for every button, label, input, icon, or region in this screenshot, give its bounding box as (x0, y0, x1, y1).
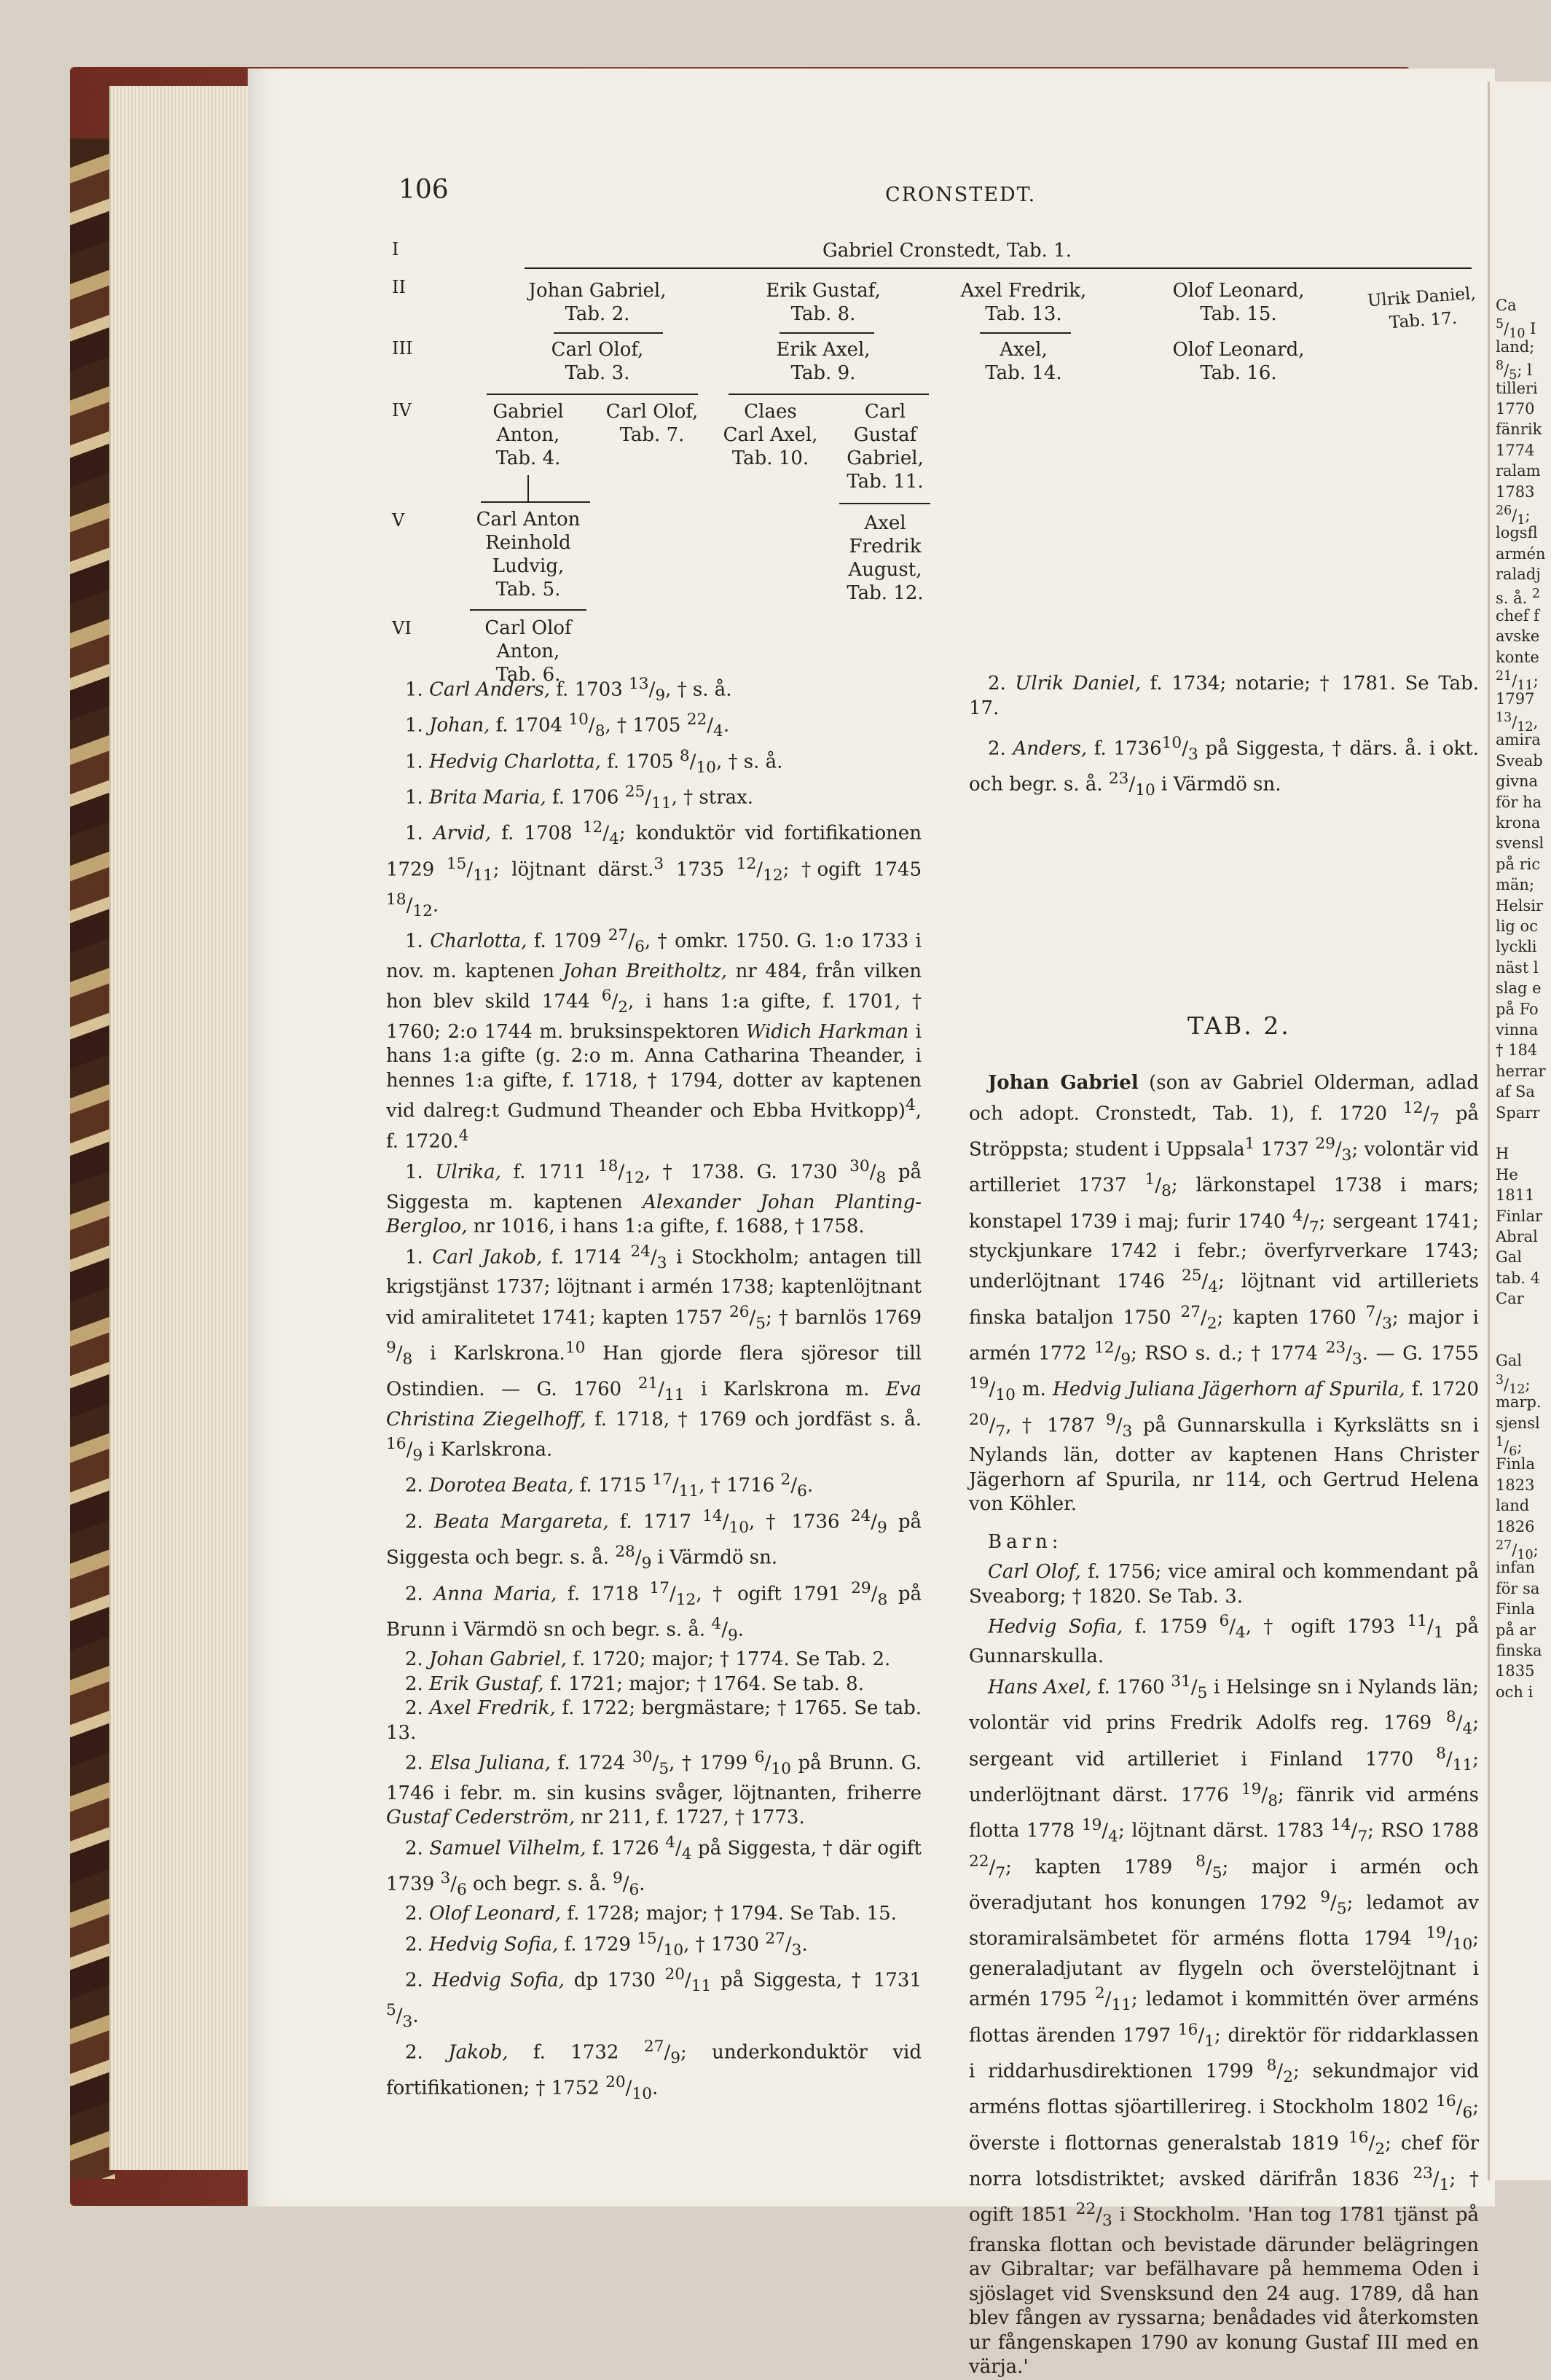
tree-branch-line (554, 332, 663, 334)
text-paragraph: Hans Axel, f. 1760 $^{31}/_5$ i Helsinge sn i Nylands län; volontär vid prins Fredrik Adolfs reg. 1769 $^8/_4$; sergeant vid artilleriet i Finland 1770 $^8/_{11}$; underlöjtnant därst. 1776 $^{19}/_8$; fänrik vid arméns flotta 1778 $^{19}/_4$; löjtnant därst. 1783 $^{14}/_7$; RSO 1788 $^{22}/_7$; kapten 1789 $^8/_5$; major i armén och överadjutant hos konungen 1792 $^9/_5$; ledamot av storamiralsämbetet för arméns flotta 1794 $^{19}/_{10}$; generaladjutant av flygeln och överstelöjtnant i armén 1795 $^2/_{11}$; ledamot i kommittén över arméns flottas ärenden 1797 $^{16}/_1$; direktör för riddarklassen i riddarhusdirektionen 1799 $^8/_2$; sekundmajor vid arméns flottas sjöartillerireg. i Stockholm 1802 $^{16}/_6$; överste i flottornas generalstab 1819 $^{16}/_2$; chef för norra lotsdistriktet; avsked därifrån 1836 $^{23}/_1$; † ogift 1851 $^{22}/_3$ i Stockholm. 'Han tog 1781 tjänst på franska flottan och bevistade därunder belägringen av Gibraltar; var befälhavare på hemmema Oden i sjöslaget vid Svensksund den 24 aug. 1789, då han blev fången av ryssarna; benådades vid återkomsten ur fångenskapen 1790 av konung Gustaf III med en värja.' (969, 1672, 1480, 2379)
adjacent-page-fragment: Gal (1496, 1248, 1523, 1267)
adjacent-page-fragment: He (1496, 1165, 1518, 1183)
adjacent-page-fragment: † 184 (1496, 1041, 1538, 1060)
text-paragraph: 2. Anders, f. $1736^{10}/_3$ på Siggesta, † därs. å. i okt. och begr. s. å. $^{23}/_{10}$ i Värmdö sn. (969, 734, 1479, 800)
text-paragraph: 1. Arvid, f. 1708 $^{12}/_4$; konduktör vid fortifikationen 1729 $^{15}/_{11}$; löjtnant därst.$^3$ 1735 $^{12}/_{12}$; †ogift 1745 $^{18}/_{12}$. (386, 818, 922, 920)
adjacent-page-fragment: lyckli (1496, 938, 1537, 956)
tree-node (736, 338, 911, 385)
tree-node-line: Tab. 8. (790, 303, 856, 325)
text-paragraph: 1. Hedvig Charlotta, f. 1705 $^8/_{10}$, † s. å. (405, 746, 783, 777)
tree-node-line: Tab. 13. (985, 303, 1062, 325)
tree-node (831, 400, 940, 493)
text-paragraph: 2. Samuel Vilhelm, f. 1726 $^4/_4$ på Siggesta, † där ogift 1739 $^3/_6$ och begr. s. å. $^9/_6$. (386, 1833, 922, 1899)
adjacent-page-fragment: fänrik (1496, 420, 1542, 439)
adjacent-page-fragment: armén (1496, 544, 1546, 563)
adjacent-page-fragment: $^{26}/_1$; (1496, 504, 1531, 528)
adjacent-page-fragment: näst l (1496, 958, 1539, 976)
adjacent-page-fragment: Finla (1496, 1600, 1536, 1618)
tree-node-line: Ulrik Daniel, (1367, 283, 1477, 311)
tree-node (474, 400, 583, 470)
tree-node-line: Carl (864, 401, 906, 423)
tree-node-line: Tab. 16. (1200, 362, 1277, 384)
tree-node-line: Gustaf (853, 424, 917, 446)
tree-node-line: Tab. 4. (495, 447, 561, 469)
adjacent-page-fragment: 1811 (1496, 1186, 1535, 1205)
generation-label: VI (392, 618, 412, 638)
tree-node (1144, 279, 1333, 326)
tree-node (736, 279, 911, 326)
tree-node-line: Tab. 14. (985, 362, 1062, 384)
tree-node (940, 279, 1107, 326)
adjacent-page-fragment: 1797 (1496, 689, 1535, 708)
tree-node-line: Axel, (1000, 339, 1048, 361)
text-paragraph: Barn: (988, 1530, 1063, 1553)
tree-node (459, 508, 597, 601)
adjacent-page-fragment: 1770 (1496, 400, 1535, 418)
text-paragraph: 2. Jakob, f. 1732 $^{27}/_9$; underkonduktör vid fortifikationen; † 1752 $^{20}/_{10}$. (386, 2037, 922, 2103)
adjacent-page-fragment: land (1496, 1497, 1530, 1515)
text-paragraph: 2. Olof Leonard, f. 1728; major; † 1794. Se Tab. 15. (405, 1903, 897, 1925)
tree-node (1361, 281, 1484, 336)
tree-node (1144, 338, 1333, 385)
adjacent-page-fragment: Finlar (1496, 1207, 1543, 1225)
generation-label: I (392, 239, 399, 259)
adjacent-page-fragment: avske (1496, 627, 1540, 646)
adjacent-page-fragment: vinna (1496, 1021, 1539, 1038)
adjacent-page-fragment: infan (1496, 1559, 1536, 1577)
right-text-column-top (969, 672, 1479, 803)
adjacent-page-fragment: lig oc (1496, 917, 1538, 935)
tree-node-line: Erik Axel, (776, 339, 871, 361)
tree-node-line: Anton, (496, 641, 560, 662)
adjacent-page-fragment: $^8/_5$; l (1496, 359, 1532, 383)
tree-node-line: Olof Leonard, (1172, 339, 1305, 361)
adjacent-page-fragment: $^5/_{10}$ I (1496, 317, 1536, 342)
adjacent-page-fragment: för sa (1496, 1579, 1540, 1597)
adjacent-page-fragment: marp. (1496, 1393, 1542, 1412)
tree-branch-line (527, 475, 529, 501)
tree-node-line: Axel (864, 512, 906, 534)
tree-node (718, 400, 823, 470)
adjacent-page-fragment: sjensl (1496, 1414, 1540, 1432)
adjacent-page-fragment: Gal (1496, 1352, 1523, 1370)
tree-node-line: Tab. 7. (619, 424, 685, 446)
text-paragraph: 2. Hedvig Sofia, dp 1730 $^{20}/_{11}$ på Siggesta, † 1731 $^5/_3$. (386, 1965, 922, 2032)
tree-node-line: Tab. 11. (847, 471, 924, 493)
tree-branch-line (487, 394, 698, 395)
tree-node (831, 512, 940, 605)
tree-node (510, 338, 685, 385)
adjacent-page-fragment: H (1496, 1145, 1509, 1163)
tree-node-line: Tab. 6. (495, 664, 561, 686)
adjacent-page-fragment: 1826 (1496, 1517, 1535, 1535)
text-paragraph: 1. Johan, f. 1704 $^{10}/_8$, † 1705 $^{22}/_4$. (405, 711, 730, 741)
text-paragraph: 2. Johan Gabriel, f. 1720; major; † 1774. Se Tab. 2. (405, 1648, 891, 1671)
tree-node-line: Tab. 2. (565, 303, 630, 325)
tree-node-line: Tab. 15. (1200, 303, 1277, 325)
text-paragraph: 2. Hedvig Sofia, f. 1729 $^{15}/_{10}$, † 1730 $^{27}/_3$. (405, 1929, 808, 1960)
tree-node-line: Carl Olof, (605, 401, 699, 423)
adjacent-page-fragment: s. å. $^2$ (1496, 586, 1541, 607)
adjacent-page-fragment: Abral (1496, 1228, 1538, 1245)
tree-node-line: Tab. 12. (847, 582, 924, 604)
text-paragraph: 1. Charlotta, f. 1709 $^{27}/_6$, † omkr. 1750. G. 1:o 1733 i nov. m. kaptenen Johan Breitholtz, nr 484, från vilken hon blev skild 1744 $^6/_2$, i hans 1:a gifte, f. 1701, † 1760; 2:o 1744 m. bruksinspektoren Widich Harkman i hans 1:a gifte (g. 2:o m. Anna Catharina Theander, i hennes 1:a gifte, f. 1718, † 1794, dotter av kaptenen vid dalreg:t Gudmund Theander och Ebba Hvitkopp)$^4$, f. 1720.$^4$ (386, 926, 922, 1153)
adjacent-page-fragment: 1783 (1496, 482, 1535, 501)
adjacent-page-fragment: chef f (1496, 607, 1539, 625)
text-paragraph: Johan Gabriel (son av Gabriel Olderman, adlad och adopt. Cronstedt, Tab. 1), f. 1720 $^{12}/_7$ på Ströppsta; student i Uppsala$^1$ 1737 $^{29}/_3$; volontär vid artilleriet 1737 $^1/_8$; lärkonstapel 1738 i mars; konstapel 1739 i maj; furir 1740 $^4/_7$; sergeant 1741; styckjunkare 1742 i febr.; överfyrverkare 1743; underlöjtnant 1746 $^{25}/_4$; löjtnant vid artilleriets finska bataljon 1750 $^{27}/_2$; kapten 1760 $^7/_3$; major i armén 1772 $^{12}/_9$; RSO s. d.; † 1774 $^{23}/_3$. — G. 1755 $^{19}/_{10}$ m. Hedvig Juliana Jägerhorn af Spurila, f. 1720 $^{20}/_7$, † 1787 $^9/_3$ på Gunnarskulla i Kyrkslätts sn i Nylands län, dotter av kaptenen Hans Christer Jägerhorn af Spurila, nr 114, och Gertrud Helena von Köhler. (969, 1072, 1479, 1516)
tree-branch-line (980, 332, 1071, 334)
adjacent-page-fragment: på Fo (1496, 1000, 1539, 1018)
adjacent-page-fragment: Sparr (1496, 1103, 1540, 1122)
tree-node-line: Erik Gustaf, (766, 280, 881, 302)
tree-node-line: Tab. 3. (565, 362, 630, 384)
tree-node-line: Claes (744, 401, 797, 423)
tree-root: Gabriel Cronstedt, Tab. 1. (822, 240, 1072, 262)
tree-node-line: Tab. 10. (731, 447, 809, 469)
adjacent-page-fragment: $^{13}/_{12}$, (1496, 711, 1539, 735)
adjacent-page-fragment: amira (1496, 731, 1541, 749)
tree-node-line: Carl Anton (476, 509, 581, 531)
generation-label: V (392, 510, 405, 531)
tree-branch-line (780, 332, 874, 334)
adjacent-page-fragment: finska (1496, 1642, 1542, 1659)
page-number: 106 (398, 175, 449, 205)
adjacent-page-fragment: Car (1496, 1290, 1524, 1308)
tree-branch-line (470, 609, 586, 611)
text-paragraph: 1. Ulrika, f. 1711 $^{18}/_{12}$, † 1738. G. 1730 $^{30}/_8$ på Siggesta m. kaptenen Alexander Johan Planting-Bergloo, nr 1016, i hans 1:a gifte, f. 1688, † 1758. (386, 1157, 922, 1238)
tree-branch-line (839, 503, 930, 504)
text-paragraph: 1. Carl Jakob, f. 1714 $^{24}/_3$ i Stockholm; antagen till krigstjänst 1737; löjtnant i armén 1738; kaptenlöjtnant vid amiralitetet 1741; kapten 1757 $^{26}/_5$; † barnlös 1769 $^9/_8$ i Karlskrona.$^{10}$ Han gjorde flera sjöresor till Ostindien. — G. 1760 $^{21}/_{11}$ i Karlskrona m. Eva Christina Ziegelhoff, f. 1718, † 1769 och jordfäst s. å. $^{16}/_9$ i Karlskrona. (386, 1242, 922, 1465)
adjacent-page-fragment: af Sa (1496, 1083, 1535, 1101)
adjacent-page-fragment: och i (1496, 1683, 1534, 1701)
page-edges (109, 86, 249, 2170)
adjacent-page-fragment: 1835 (1496, 1662, 1535, 1680)
tree-node-line: August, (848, 559, 922, 581)
text-paragraph: 2. Dorotea Beata, f. 1715 $^{17}/_{11}$, † 1716 $^2/_6$. (405, 1471, 814, 1501)
tree-branch-line (729, 394, 929, 395)
adjacent-page-fragment: tilleri (1496, 379, 1538, 397)
adjacent-page-fragment: slag e (1496, 979, 1542, 998)
tree-node-line: Anton, (496, 424, 560, 446)
text-paragraph: 1. Brita Maria, f. 1706 $^{25}/_{11}$, † strax. (405, 783, 754, 813)
adjacent-page (1488, 82, 1551, 2180)
tree-node-line: Ludvig, (492, 555, 565, 577)
generation-label: II (392, 277, 406, 297)
text-paragraph: 2. Axel Fredrik, f. 1722; bergmästare; † 1765. Se tab. 13. (386, 1697, 922, 1744)
tree-node-line: Tab. 9. (790, 362, 856, 384)
tree-node (940, 338, 1107, 385)
text-paragraph: Carl Olof, f. 1756; vice amiral och kommendant på Sveaborg; † 1820. Se Tab. 3. (969, 1561, 1479, 1608)
text-paragraph: Hedvig Sofia, f. 1759 $^6/_4$, † ogift 1793 $^{11}/_1$ på Gunnarskulla. (969, 1612, 1479, 1668)
adjacent-page-fragment: krona (1496, 814, 1541, 831)
tree-node-line: Carl Olof (484, 617, 572, 639)
tree-node-line: Tab. 17. (1389, 308, 1458, 333)
adjacent-page-fragment: raladj (1496, 565, 1541, 584)
generation-label: IV (392, 400, 412, 420)
adjacent-page-fragment: män; (1496, 876, 1535, 894)
adjacent-page-fragment: Ca (1496, 297, 1517, 314)
text-paragraph: 2. Elsa Juliana, f. 1724 $^{30}/_5$, † 1799 $^6/_{10}$ på Brunn. G. 1746 i febr. m. sin kusins svåger, löjtnanten, friherre Gustaf Cederström, nr 211, f. 1727, † 1773. (386, 1748, 922, 1829)
adjacent-page-fragment: på ar (1496, 1621, 1536, 1639)
adjacent-page-fragment: herrar (1496, 1062, 1546, 1080)
adjacent-page-fragment: 1823 (1496, 1476, 1535, 1494)
adjacent-page-fragment: Finla (1496, 1455, 1536, 1473)
tree-node-line: Carl Olof, (551, 339, 644, 361)
adjacent-page-fragment: ralam (1496, 462, 1541, 480)
marbled-edge (70, 138, 115, 2179)
adjacent-page-fragment: svensl (1496, 834, 1544, 853)
adjacent-page-fragment: logsfl (1496, 524, 1538, 542)
table-heading: TAB. 2. (1187, 1011, 1291, 1040)
tree-node-line: Johan Gabriel, (528, 280, 667, 302)
adjacent-page-fragment: Helsir (1496, 896, 1543, 915)
adjacent-page-fragment: land; (1496, 337, 1535, 356)
tree-branch-line (525, 267, 1472, 269)
running-head: CRONSTEDT. (885, 184, 1037, 206)
text-paragraph: 2. Erik Gustaf, f. 1721; major; † 1764. Se tab. 8. (405, 1672, 864, 1695)
tree-node-line: Axel Fredrik, (960, 280, 1087, 302)
adjacent-page-fragment: på ric (1496, 855, 1541, 873)
adjacent-page-fragment: för ha (1496, 793, 1542, 811)
adjacent-page-fragment: $^{27}/_{10}$; (1496, 1538, 1539, 1563)
text-paragraph: 2. Anna Maria, f. 1718 $^{17}/_{12}$, † ogift 1791 $^{29}/_8$ på Brunn i Värmdö sn och begr. s. å. $^4/_9$. (386, 1578, 922, 1645)
tree-node-line: Tab. 5. (495, 579, 561, 600)
text-paragraph: 2. Beata Margareta, f. 1717 $^{14}/_{10}$, † 1736 $^{24}/_9$ på Siggesta och begr. s. å. $^{28}/_9$ i Värmdö sn. (386, 1506, 922, 1573)
adjacent-page-fragment: Sveab (1496, 751, 1543, 770)
tree-node-line: Gabriel, (847, 447, 924, 469)
tree-node (510, 279, 685, 326)
left-text-column (386, 672, 922, 2106)
text-paragraph: 2. Ulrik Daniel, f. 1734; notarie; † 1781. Se Tab. 17. (969, 673, 1479, 719)
tree-node-line: Fredrik (849, 536, 922, 557)
adjacent-page-fragment: $^1/_6$; (1496, 1435, 1523, 1460)
adjacent-page-fragment: $^{21}/_{11}$; (1496, 669, 1539, 694)
adjacent-page-fragment: konte (1496, 648, 1539, 666)
adjacent-page-fragment: 1774 (1496, 441, 1535, 459)
tree-branch-line (481, 501, 590, 503)
adjacent-page-fragment: tab. 4 (1496, 1269, 1541, 1287)
adjacent-page-fragment: givna (1496, 772, 1539, 791)
generation-label: III (392, 338, 413, 359)
tree-node-line: Gabriel (492, 401, 564, 423)
tree-node (594, 400, 710, 447)
right-text-column (969, 1071, 1479, 2380)
text-paragraph: 1. Carl Anders, f. 1703 $^{13}/_9$, † s. å. (405, 675, 732, 705)
tree-node-line: Olof Leonard, (1172, 280, 1305, 302)
tree-node-line: Reinhold (485, 532, 571, 554)
adjacent-page-fragment: $^3/_{12}$; (1496, 1372, 1531, 1397)
tree-node-line: Carl Axel, (723, 424, 818, 446)
